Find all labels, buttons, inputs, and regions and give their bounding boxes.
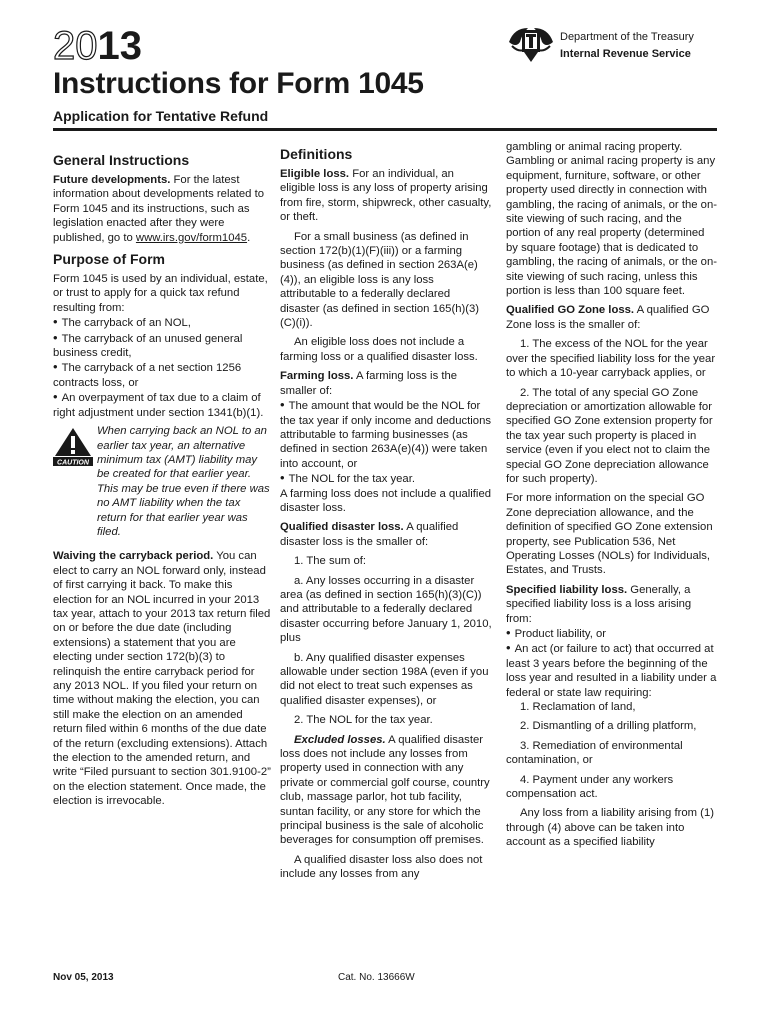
future-developments-paragraph: Future developments. For the latest information about developments related to Form 1045 and its instructions, such as legislation enacted after they were published, go to www.irs.gov/form1045. (53, 174, 265, 244)
sll-list (506, 626, 718, 700)
caution-note (53, 424, 271, 539)
sll-item-4: 4. Payment under any workers compensation act. (506, 773, 674, 801)
farming-not-paragraph: A farming loss does not include a qualified disaster loss. (280, 487, 492, 514)
agency-irs: Internal Revenue Service (560, 48, 691, 60)
small-business-paragraph: For a small business (as defined in section 172(b)(1)(F)(iii)) or a farming business (as defined in section 263A(e)(4)), an eligible loss is any loss attributable to a federally declared disaster (as defined in section 165(h)(3)(C)(i)). (280, 230, 480, 330)
qualified-disaster-paragraph: Qualified disaster loss. A qualified disaster loss is the smaller of: (280, 521, 459, 548)
header-rule (53, 128, 717, 131)
column-3 (506, 140, 718, 855)
list-item: • An act (or failure to act) that occurred at least 3 years before the beginning of the loss year and resulted in a liability under a federal or state law requiring: (506, 641, 718, 700)
caution-text: When carrying back an NOL to an earlier tax year, an alternative minimum tax (AMT) liability may be created for that earlier year. This may be true even if there was no AMT liability when the tax return for that earlier year was filed. (97, 425, 270, 538)
general-instructions-heading: General Instructions (53, 152, 190, 168)
definitions-heading: Definitions (280, 146, 353, 162)
farming-loss-paragraph: Farming loss. A farming loss is the smaller of: (280, 370, 458, 397)
sll-item-1: 1. Reclamation of land, (520, 701, 636, 714)
column-2 (280, 140, 492, 887)
agency-department: Department of the Treasury (560, 31, 694, 43)
tax-year-prefix: 20 (53, 24, 98, 68)
list-item: • The NOL for the tax year. (280, 471, 492, 486)
list-item: • The carryback of a net section 1256 contracts loss, or (53, 360, 271, 390)
waiving-carryback-paragraph: Waiving the carryback period. You can elect to carry an NOL forward only, instead of first carrying it back. To make this election for an NOL incurred in your 2013 tax year, attach to your 2013 tax return filed on or before the due date (including extensions) a statement that you are electing under section 172(b)(3) to relinquish the entire carryback period for any 2013 NOL. If you filed your return on time without making the election, you can still make the election on an amended return filed within 6 months of the due date of the return (excluding extensions). Attach the election to the amended return, and write “Filed pursuant to section 301.9100-2” on the election statement. Once made, the election is irrevocable. (53, 550, 271, 808)
excluded-losses-paragraph: Excluded losses. A qualified disaster loss does not include any losses from property used in connection with any private or commercial golf course, country club, massage parlor, hot tub facility, suntan facility, or any store for which the principal business is the sale of alcoholic beverages for consumption off premises. (280, 733, 490, 847)
tax-year (53, 26, 142, 66)
purpose-paragraph: Form 1045 is used by an individual, estate, or trust to apply for a quick tax refund resulting from: (53, 273, 268, 314)
list-item: • The carryback of an NOL, (53, 315, 271, 330)
more-info-paragraph: For more information on the special GO Zone depreciation allowance, and the definition of specified GO Zone extension property, see Publication 536, Net Operating Losses (NOLs) for Individuals, Estates, and Trusts. (506, 492, 713, 577)
farming-list (280, 398, 492, 486)
irs-eagle-logo-icon (506, 22, 556, 66)
purpose-heading: Purpose of Form (53, 251, 166, 268)
gozone-item-1: 1. The excess of the NOL for the year over the specified liability loss for the year to which a 10-year carryback applies, or (506, 338, 716, 380)
specified-liability-paragraph: Specified liability loss. Generally, a specified liability loss is a loss arising from: (506, 583, 692, 625)
list-item: • Product liability, or (506, 626, 718, 641)
any-loss-paragraph: Any loss from a liability arising from (1) through (4) above can be taken into account as a specified liability (506, 807, 714, 849)
caution-label: CAUTION (57, 459, 89, 467)
eligible-loss-paragraph: Eligible loss. For an individual, an eligible loss is any loss of property arising from fire, storm, shipwreck, other casualty, or theft. (280, 168, 492, 224)
page-title: Instructions for Form 1045 (53, 67, 424, 100)
caution-icon (53, 426, 93, 466)
gozone-paragraph: Qualified GO Zone loss. A qualified GO Zone loss is the smaller of: (506, 304, 710, 331)
footer-catalog-number: Cat. No. 13666W (338, 972, 415, 983)
qdl-item-2: 2. The NOL for the tax year. (294, 714, 433, 727)
qdl-item-b: b. Any qualified disaster expenses allowable under section 198A (even if you did not elect to treat such expenses as qualified disaster expenses), or (280, 651, 489, 707)
tax-year-suffix: 13 (97, 24, 142, 68)
qdl-also-paragraph: A qualified disaster loss also does not include any losses from any (280, 853, 483, 881)
agency-block (506, 22, 718, 72)
sll-item-2: 2. Dismantling of a drilling platform, (520, 720, 697, 733)
qdl-item-1: 1. The sum of: (294, 555, 367, 568)
list-item: • The carryback of an unused general business credit, (53, 331, 271, 361)
eligible-not-paragraph: An eligible loss does not include a farming loss or a qualified disaster loss. (280, 336, 478, 363)
sll-item-3: 3. Remediation of environmental contamination, or (506, 739, 683, 767)
gozone-item-2: 2. The total of any special GO Zone depreciation or amortization allowable for specified GO Zone extension property for the tax year such property is placed in service (even if you elect not to claim the special GO Zone depreciation allowance for such property). (506, 386, 713, 485)
purpose-list (53, 315, 271, 420)
list-item: • The amount that would be the NOL for the tax year if only income and deductions attributable to farming businesses (as defined in section 263A(e)(4)) were taken into account, or (280, 398, 492, 471)
page-subtitle: Application for Tentative Refund (53, 108, 269, 124)
form1045-link[interactable]: www.irs.gov/form1045 (135, 231, 248, 244)
qdl-item-a: a. Any losses occurring in a disaster area (as defined in section 165(h)(3)(C)) and attributable to a federally declared disaster occurring before January 1, 2010, plus (280, 574, 492, 645)
gambling-paragraph: gambling or animal racing property. Gambling or animal racing property is any equipment, furniture, software, or other property used directly in connection with gambling, the racing of animals, or the on-site viewing of such racing, and the portion of any real property (determined by square footage) that is dedicated to gambling, the racing of animals, or the on-site viewing of such racing, unless this portion is less than 100 square feet. (506, 141, 717, 298)
list-item: • An overpayment of tax due to a claim of right adjustment under section 1341(b)(1). (53, 390, 271, 420)
column-1 (53, 146, 271, 814)
footer-date: Nov 05, 2013 (53, 972, 114, 983)
